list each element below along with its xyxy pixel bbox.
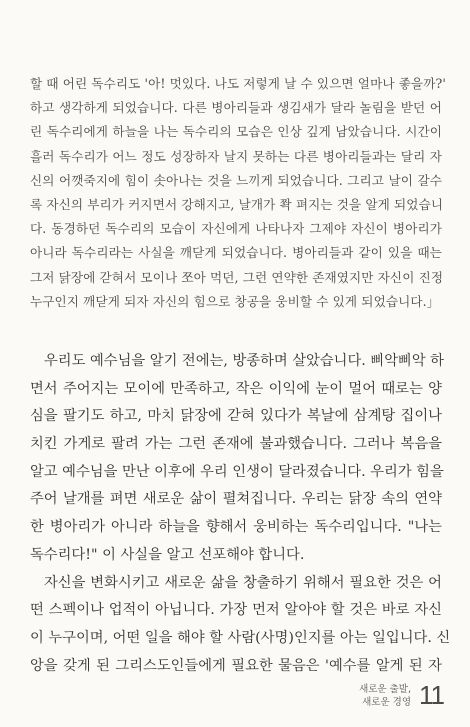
- footer-caption-line: 새로운 출발,: [359, 683, 411, 695]
- quote-line: 흘러 독수리가 어느 정도 성장하자 날지 못하는 다른 병아리들과는 달리 자: [30, 148, 442, 164]
- quote-line: 누구인지 깨닫게 되자 자신의 힘으로 창공을 웅비할 수 있게 되었습니다.」: [30, 293, 440, 309]
- body-line: 면서 주어지는 모이에 만족하고, 작은 이익에 눈이 멀어 때로는 양: [30, 380, 442, 397]
- body-line: 떤 스펙이나 업적이 아닙니다. 가장 먼저 알아야 할 것은 바로 자신: [30, 602, 442, 619]
- body-line: 자신을 변화시키고 새로운 삶을 창출하기 위해서 필요한 것은 어: [44, 574, 442, 591]
- quote-line: 록 자신의 부리가 커지면서 강해지고, 날개가 쫙 펴지는 것을 알게 되었습니: [30, 196, 444, 212]
- quote-line: 하고 생각하게 되었습니다. 다른 병아리들과 생김새가 달라 놀림을 받던 어: [30, 100, 442, 116]
- body-line: 심을 팔기도 하고, 마치 닭장에 갇혀 있다가 복날에 삼계탕 집이나: [30, 408, 442, 425]
- body-line: 주어 날개를 펴면 새로운 삶이 펼쳐집니다. 우리는 닭장 속의 연약: [30, 491, 442, 508]
- body-line: 알고 예수님을 만난 이후에 우리 인생이 달라졌습니다. 우리가 힘을: [30, 463, 444, 480]
- quote-line: 신의 어깻죽지에 힘이 솟아나는 것을 느끼게 되었습니다. 그리고 날이 갈수: [30, 172, 442, 188]
- body-line: 독수리다!" 이 사실을 알고 선포해야 합니다.: [30, 546, 305, 563]
- quote-line: 린 독수리에게 하늘을 나는 독수리의 모습은 인상 깊게 남았습니다. 시간이: [30, 124, 442, 140]
- body-text: [30, 348, 451, 680]
- body-line: 우리도 예수님을 알기 전에는, 방종하며 살았습니다. 삐악삐악 하: [44, 353, 444, 369]
- footer-caption-line: 새로운 경영: [362, 696, 411, 708]
- body-line: 치킨 가게로 팔려 가는 그런 존재에 불과했습니다. 그러나 복음을: [30, 436, 442, 453]
- quoted-passage: [30, 72, 446, 314]
- quote-line: 그저 닭장에 갇혀서 모이나 쪼아 먹던, 그런 연약한 존재였지만 자신이 진정: [30, 269, 444, 285]
- page-footer: [359, 680, 444, 711]
- quote-line: 아니라 독수리라는 사실을 깨닫게 되었습니다. 병아리들과 같이 있을 때는: [30, 245, 442, 261]
- running-footer-caption: [359, 683, 411, 709]
- body-line: 이 누구이며, 어떤 일을 해야 할 사람(사명)인지를 아는 일입니다. 신: [30, 629, 451, 646]
- page-number: 11: [419, 680, 444, 710]
- body-line: 한 병아리가 아니라 하늘을 향해서 웅비하는 독수리입니다. "나는: [30, 519, 442, 536]
- quote-line: 다. 동경하던 독수리의 모습이 자신에게 나타나자 그제야 자신이 병아리가: [30, 221, 442, 237]
- body-line: 앙을 갖게 된 그리스도인들에게 필요한 물음은 '예수를 알게 된 자: [30, 657, 442, 674]
- quote-line: 할 때 어린 독수리도 '아! 멋있다. 나도 저렇게 날 수 있으면 얼마나 좋을까?': [30, 76, 446, 91]
